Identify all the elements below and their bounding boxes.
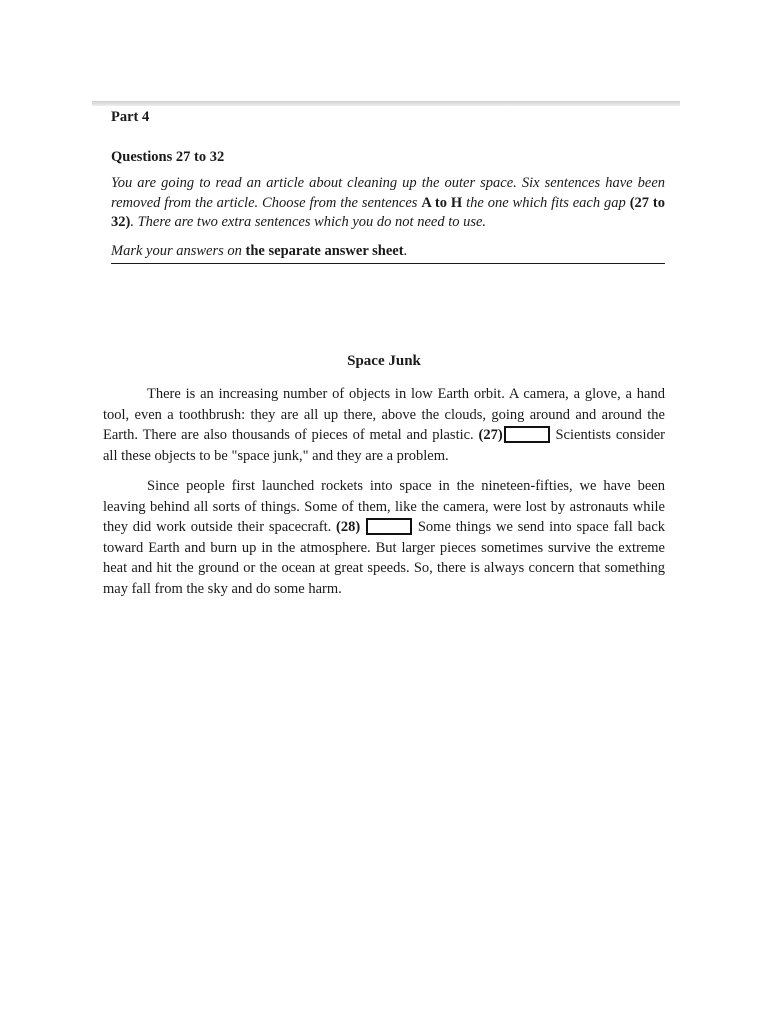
instructions-part-1: You are going to read an article about cleaning up the outer space. Six sentences have been removed from the article. Choose from the sentences — [111, 175, 665, 211]
instructions-sentence-range: A to H — [421, 194, 463, 211]
answer-sheet-note — [111, 242, 665, 264]
paragraph-2-text-after: Some things we send into space fall back toward Earth and burn up in the atmosphere. But larger pieces sometimes survive the extreme heat and hit the ground or the ocean at great speeds. So, there is always concern that something may fall from the sky and do some harm. — [103, 519, 666, 597]
instructions-header — [111, 108, 665, 264]
answer-sheet-label: the separate answer sheet — [245, 242, 404, 259]
mark-suffix: . — [403, 242, 408, 259]
top-rule — [92, 101, 680, 106]
gap-27-box[interactable] — [504, 426, 550, 443]
paragraph-2-text-before: Since people first launched rockets into space in the nineteen-fifties, we have been leaving behind all sorts of things. Some of them, like the camera, were lost by astronauts while they did work outside their spacecraft. — [103, 478, 665, 535]
article-title: Space Junk — [347, 353, 421, 369]
instructions-part-2: the one which fits each gap — [462, 194, 630, 211]
gap-28-box[interactable] — [366, 518, 412, 535]
instructions-part-3: . There are two extra sentences which you do not need to use. — [130, 214, 487, 230]
gap-28-number: (28) — [336, 519, 361, 535]
mark-prefix: Mark your answers on — [111, 242, 246, 259]
part-title: Part 4 — [111, 109, 150, 125]
paragraph-1-text-before: There is an increasing number of objects in low Earth orbit. A camera, a glove, a hand tool, even a toothbrush: they are all up there, above the clouds, going around and around the Earth. There are also thousands of pieces of metal and plastic. — [103, 386, 665, 443]
instructions-gap-range: (27 to 32) — [111, 194, 666, 230]
gap-27-number: (27) — [478, 427, 503, 443]
article — [103, 352, 665, 609]
paragraph-1 — [103, 384, 665, 466]
instructions-text — [111, 174, 665, 233]
paragraph-1-text-after: Scientists consider all these objects to be "space junk," and they are a problem. — [103, 427, 665, 464]
questions-title: Questions 27 to 32 — [111, 149, 225, 165]
paragraph-2 — [103, 476, 665, 599]
